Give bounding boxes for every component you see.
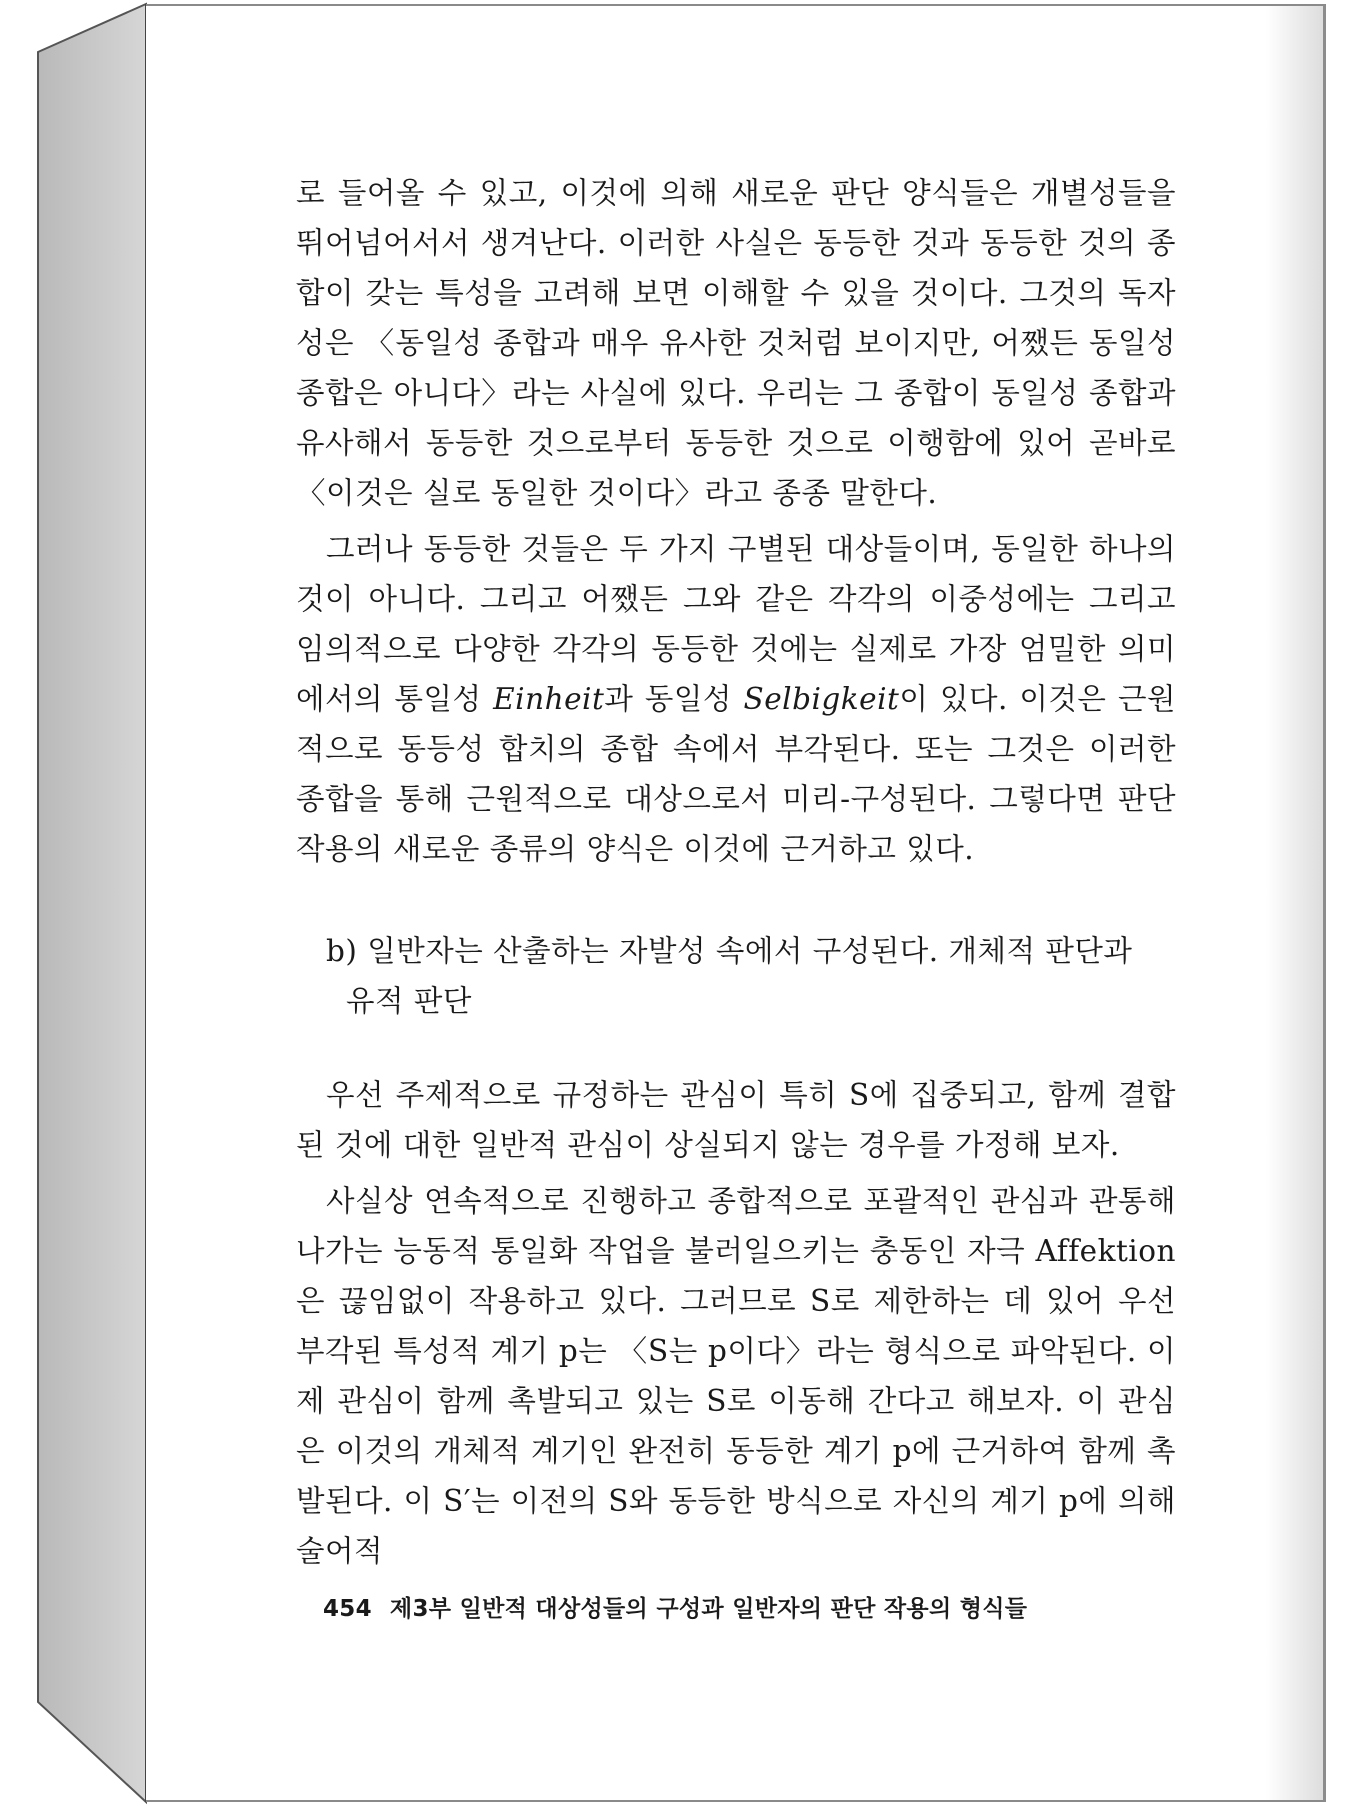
- section-title-line2: 유적 판단: [346, 984, 472, 1018]
- paragraph-equality-mid: 과 동일성: [604, 682, 744, 716]
- page-shadow: [1266, 6, 1326, 1800]
- paragraph-interest: 우선 주제적으로 규정하는 관심이 특히 S에 집중되고, 함께 결합된 것에 대한 일반적 관심이 상실되지 않는 경우를 가정해 보자.: [296, 1078, 1176, 1162]
- page-number: 454: [323, 1596, 372, 1622]
- page-footer: [323, 1590, 1027, 1623]
- paragraph-equality: [296, 524, 1176, 874]
- section-title-line1: 일반자는 산출하는 자발성 속에서 구성된다. 개체적 판단과: [367, 934, 1133, 968]
- term-einheit: Einheit: [493, 682, 605, 716]
- paragraph-equality-start: 그러나 동등한 것들은 두 가지 구별된 대상들이며, 동일한 하나의 것이 아니다. 그리고 어쨌든 그와 같은 각각의 이중성에는 그리고 임의적으로 다양한 각각의 동등한 것에는 실제로 가장 엄밀한 의미에서의 통일성: [296, 532, 1176, 716]
- term-selbigkeit: Selbigkeit: [743, 682, 900, 716]
- page-edge: [1323, 6, 1326, 1800]
- page-body: [296, 168, 1176, 1576]
- book-spine: [0, 0, 150, 1806]
- section-heading: [326, 926, 1176, 1026]
- section-marker: b): [326, 934, 358, 968]
- paragraph-affektion: 사실상 연속적으로 진행하고 종합적으로 포괄적인 관심과 관통해 나가는 능동적 통일화 작업을 불러일으키는 충동인 자극 Affektion은 끊임없이 작용하고 있다. 그러므로 S로 제한하는 데 있어 우선 부각된 특성적 계기 p는 〈S는 p이다〉라는 형식으로 파악된다. 이제 관심이 함께 촉발되고 있는 S로 이동해 간다고 해보자. 이 관심은 이것의 개체적 계기인 완전히 동등한 계기 p에 근거하여 함께 촉발된다. 이 S′는 이전의 S와 동등한 방식으로 자신의 계기 p에 의해 술어적: [296, 1184, 1176, 1568]
- paragraph-continued: 로 들어올 수 있고, 이것에 의해 새로운 판단 양식들은 개별성들을 뛰어넘어서서 생겨난다. 이러한 사실은 동등한 것과 동등한 것의 종합이 갖는 특성을 고려해 보면 이해할 수 있을 것이다. 그것의 독자성은 〈동일성 종합과 매우 유사한 것처럼 보이지만, 어쨌든 동일성 종합은 아니다〉라는 사실에 있다. 우리는 그 종합이 동일성 종합과 유사해서 동등한 것으로부터 동등한 것으로 이행함에 있어 곧바로 〈이것은 실로 동일한 것이다〉라고 종종 말한다.: [296, 176, 1176, 510]
- running-title: 제3부 일반적 대상성들의 구성과 일반자의 판단 작용의 형식들: [389, 1596, 1028, 1622]
- paragraph-equality-end: 이 있다. 이것은 근원적으로 동등성 합치의 종합 속에서 부각된다. 또는 그것은 이러한 종합을 통해 근원적으로 대상으로서 미리-구성된다. 그렇다면 판단 작용의 새로운 종류의 양식은 이것에 근거하고 있다.: [296, 682, 1176, 866]
